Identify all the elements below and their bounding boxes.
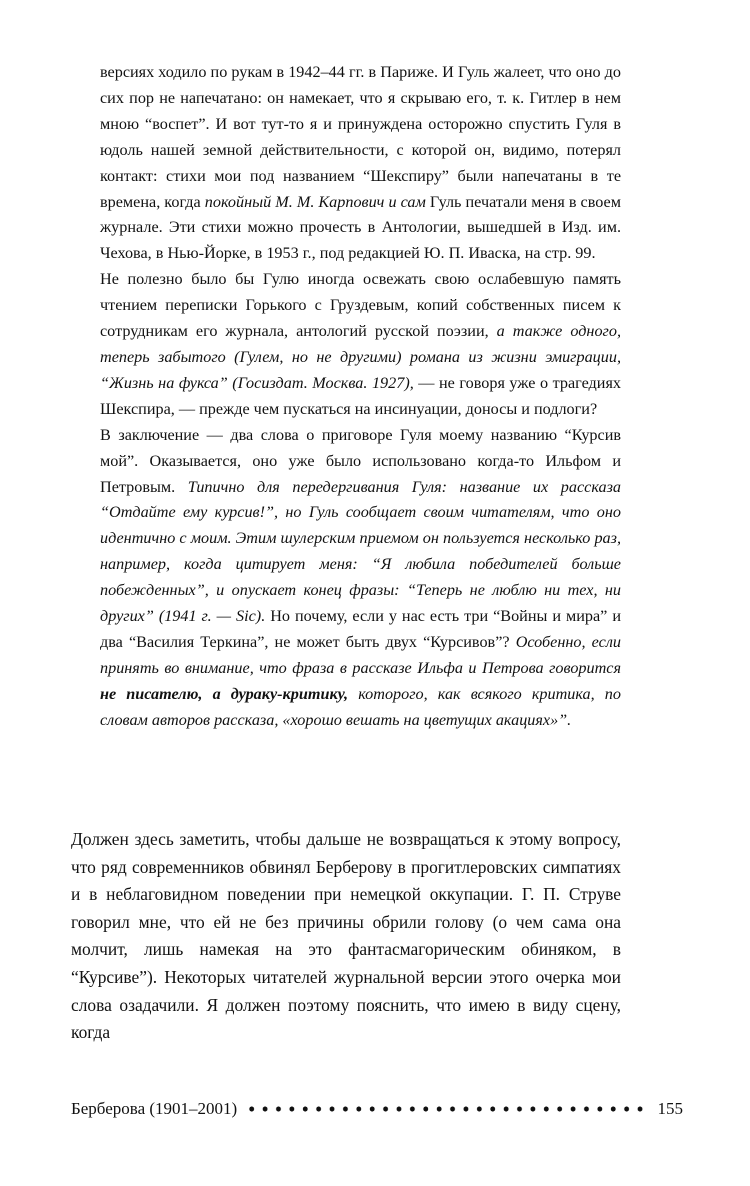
italic-run: Особенно, если принять во внимание, что фраза в рассказе Ильфа и Петрова говорится: [100, 632, 621, 677]
running-title: Берберова (1901–2001): [71, 1099, 238, 1118]
quote-paragraph: [100, 60, 621, 267]
italic-run: а также одного, теперь забытого (Гулем, но не другими) романа из жизни эмиграции, “Жизнь на фукса” (Госиздат. Москва. 1927),: [100, 322, 622, 392]
text-run: — не говоря уже о трагедиях Шекспира, — прежде чем пускаться на инсинуации, доносы и подлоги?: [100, 373, 621, 418]
dot-leader: [245, 1106, 643, 1112]
quote-paragraph: [100, 267, 621, 422]
text-run: Но почему, если у нас есть три “Войны и мира” и два “Василия Теркина”, не может быть двух “Курсивов”?: [100, 607, 621, 651]
body-text: [71, 826, 621, 1047]
text-run: Не полезно было бы Гулю иногда освежать свою ослабевшую память чтением переписки Горького с Груздевым, копий собственных писем к сотрудникам его журнала, антологий русской поэзии,: [100, 270, 621, 341]
block-quote: [100, 60, 621, 734]
text-run: Гуль печатали меня в своем журнале. Эти стихи можно прочесть в Антологии, вышедшей в Изд. им. Чехова, в Нью-Йорке, в 1953 г., под редакцией Ю. П. Иваска, на стр. 99.: [100, 192, 621, 263]
quote-paragraph: [100, 423, 621, 734]
bold-italic-run: не писателю, а дураку-критику,: [100, 684, 349, 703]
page-footer: [71, 1095, 683, 1123]
body-paragraph: Должен здесь заметить, чтобы дальше не возвращаться к этому вопросу, что ряд современников обвинял Берберову в прогитлеровских симпатиях и в неблаговидном поведении при немецкой оккупации. Г. П. Струве говорил мне, что ей не без причины обрили голову (о чем сама она молчит, лишь намекая на это фантасмагорическим обиняком, в “Курсиве”). Некоторых читателей журнальной версии этого очерка мои слова озадачили. Я должен поэтому пояснить, что имею в виду сцену, когда: [71, 829, 621, 1043]
italic-run: которого, как всякого критика, по словам авторов рассказа, «хорошо вешать на цветущих акациях»”.: [100, 684, 621, 729]
italic-run: Типично для передергивания Гуля: название их рассказа “Отдайте ему курсив!”, но Гуль сообщает своим читателям, что оно идентично с моим. Этим шулерским приемом он пользуется несколько раз, например, когда цитирует меня: “Я любила победителей больше побежденных”, и опускает конец фразы: “Теперь не люблю ни тех, ни других” (1941 г. — Sic).: [100, 477, 621, 626]
text-run: В заключение — два слова о приговоре Гуля моему названию “Курсив мой”. Оказывается, оно уже было использовано когда-то Ильфом и Петровым.: [100, 425, 621, 496]
page-number: 155: [657, 1099, 683, 1118]
text-run: версиях ходило по рукам в 1942–44 гг. в Париже. И Гуль жалеет, что оно до сих пор не напечатано: он намекает, что я скрываю его, т. к. Гитлер в нем мною “воспет”. И вот тут-то я и принуждена осторожно спустить Гуля в юдоль нашей земной действительности, с которой он, видимо, потерял контакт: стихи мои под названием “Шекспиру” были напечатаны в те времена, когда: [100, 63, 621, 211]
italic-run: покойный М. М. Карпович и сам: [204, 192, 426, 211]
